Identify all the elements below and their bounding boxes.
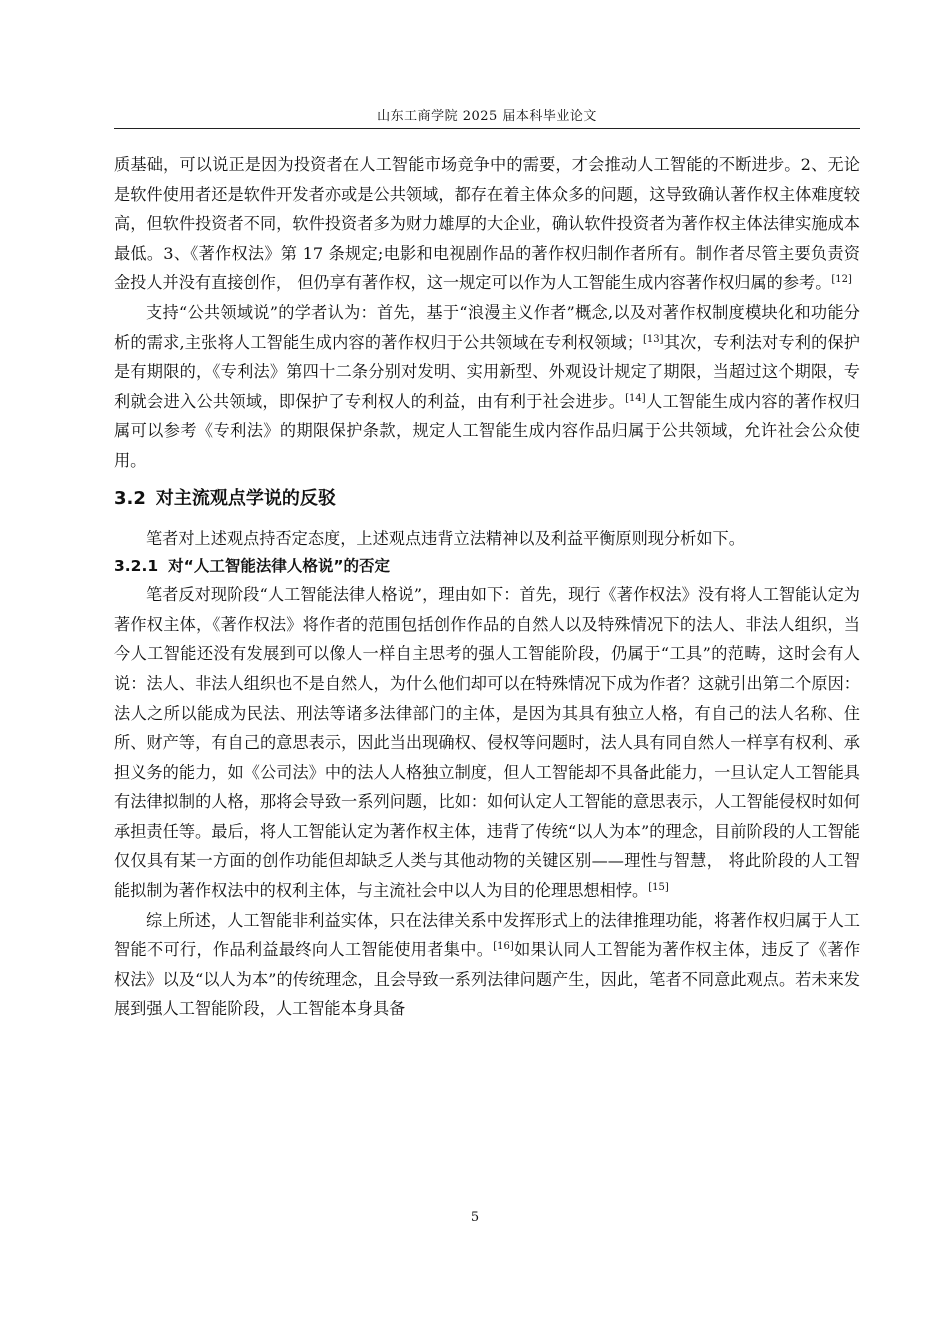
subsection-title: 对“人工智能法律人格说”的否定 <box>168 557 391 576</box>
citation-13[interactable]: [13] <box>643 333 664 345</box>
section-number: 3.2 <box>114 487 146 509</box>
citation-12[interactable]: [12] <box>831 274 852 286</box>
paragraph-1 <box>114 150 860 298</box>
paragraph-5-part-a: 综上所述，人工智能非利益实体，只在法律关系中发挥形式上的法律推理功能，将著作权归属于人工智能不可行，作品利益最终向人工智能使用者集中。 <box>114 910 860 960</box>
citation-14[interactable]: [14] <box>625 392 646 404</box>
paragraph-3: 笔者对上述观点持否定态度，上述观点违背立法精神以及利益平衡原则现分析如下。 <box>146 528 745 548</box>
paragraph-2-part-a: 支持“公共领域说”的学者认为：首先，基于“浪漫主义作者”概念,以及对著作权制度模块化和功能分析的需求,主张将人工智能生成内容的著作权归于公共领域在专利权领域； <box>114 302 860 352</box>
subsection-heading <box>114 553 860 580</box>
paragraph-2-part-c: 人工智能生成内容的著作权归属可以参考《专利法》的期限保护条款，规定人工智能生成内容作品归属于公共领域，允许社会公众使用。 <box>114 391 860 470</box>
header-rule <box>114 128 860 129</box>
paragraph-4-text: 笔者反对现阶段“人工智能法律人格说”，理由如下：首先，现行《著作权法》没有将人工智能认定为著作权主体，《著作权法》将作者的范围包括创作作品的自然人以及特殊情况下的法人、非法人组织，当今人工智能还没有发展到可以像人一样自主思考的强人工智能阶段，仍属于“工具”的范畴，这时会有人说：法人、非法人组织也不是自然人，为什么他们却可以在特殊情况下成为作者？这就引出第二个原因：法人之所以能成为民法、刑法等诸多法律部门的主体，是因为其具有独立人格，有自己的法人名称、住所、财产等，有自己的意思表示，因此当出现确权、侵权等问题时，法人具有同自然人一样享有权利、承担义务的能力，如《公司法》中的法人人格独立制度，但人工智能却不具备此能力，一旦认定人工智能具有法律拟制的人格，那将会导致一系列问题，比如：如何认定人工智能的意思表示，人工智能侵权时如何承担责任等。最后，将人工智能认定为著作权主体，违背了传统“以人为本”的理念，目前阶段的人工智能仅仅具有某一方面的创作功能但却缺乏人类与其他动物的关键区别——理性与智慧， 将此阶段的人工智能拟制为著作权法中的权利主体，与主流社会中以人为目的伦理思想相悖。 <box>114 585 860 901</box>
paragraph-1-text: 质基础，可以说正是因为投资者在人工智能市场竞争中的需要，才会推动人工智能的不断进步。2、无论是软件使用者还是软件开发者亦或是公共领域，都存在着主体众多的问题，这导致确认著作权主体难度较高，但软件投资者不同，软件投资者多为财力雄厚的大企业，确认软件投资者为著作权主体法律实施成本最低。3、《著作权法》第 17 条规定;电影和电视剧作品的著作权归制作者所有。制作者尽管主要负责资金投人并没有直接创作， 但仍享有著作权，这一规定可以作为人工智能生成内容著作权归属的参考。 <box>114 155 860 293</box>
section-heading <box>114 486 860 512</box>
paragraph-5 <box>114 906 860 1024</box>
subsection-number: 3.2.1 <box>114 557 159 576</box>
running-header: 山东工商学院 2025 届本科毕业论文 <box>377 109 597 124</box>
paragraph-4 <box>114 580 860 906</box>
paragraph-2-part-b: 其次，专利法对专利的保护是有期限的，《专利法》第四十二条分别对发明、实用新型、外观设计规定了期限，当超过这个期限，专利就会进入公共领域，即保护了专利权人的利益，由有利于社会进步。 <box>114 332 860 411</box>
paragraph-2 <box>114 298 860 476</box>
section-title: 对主流观点学说的反驳 <box>155 487 336 509</box>
citation-15[interactable]: [15] <box>648 882 669 894</box>
citation-16[interactable]: [16] <box>493 941 514 953</box>
paragraph-5-part-b: 如果认同人工智能为著作权主体，违反了《著作权法》以及“以人为本”的传统理念，且会导致一系列法律问题产生，因此，笔者不同意此观点。若未来发展到强人工智能阶段，人工智能本身具备 <box>114 940 861 1019</box>
page-body <box>114 150 860 1024</box>
page-number: 5 <box>470 1210 480 1225</box>
